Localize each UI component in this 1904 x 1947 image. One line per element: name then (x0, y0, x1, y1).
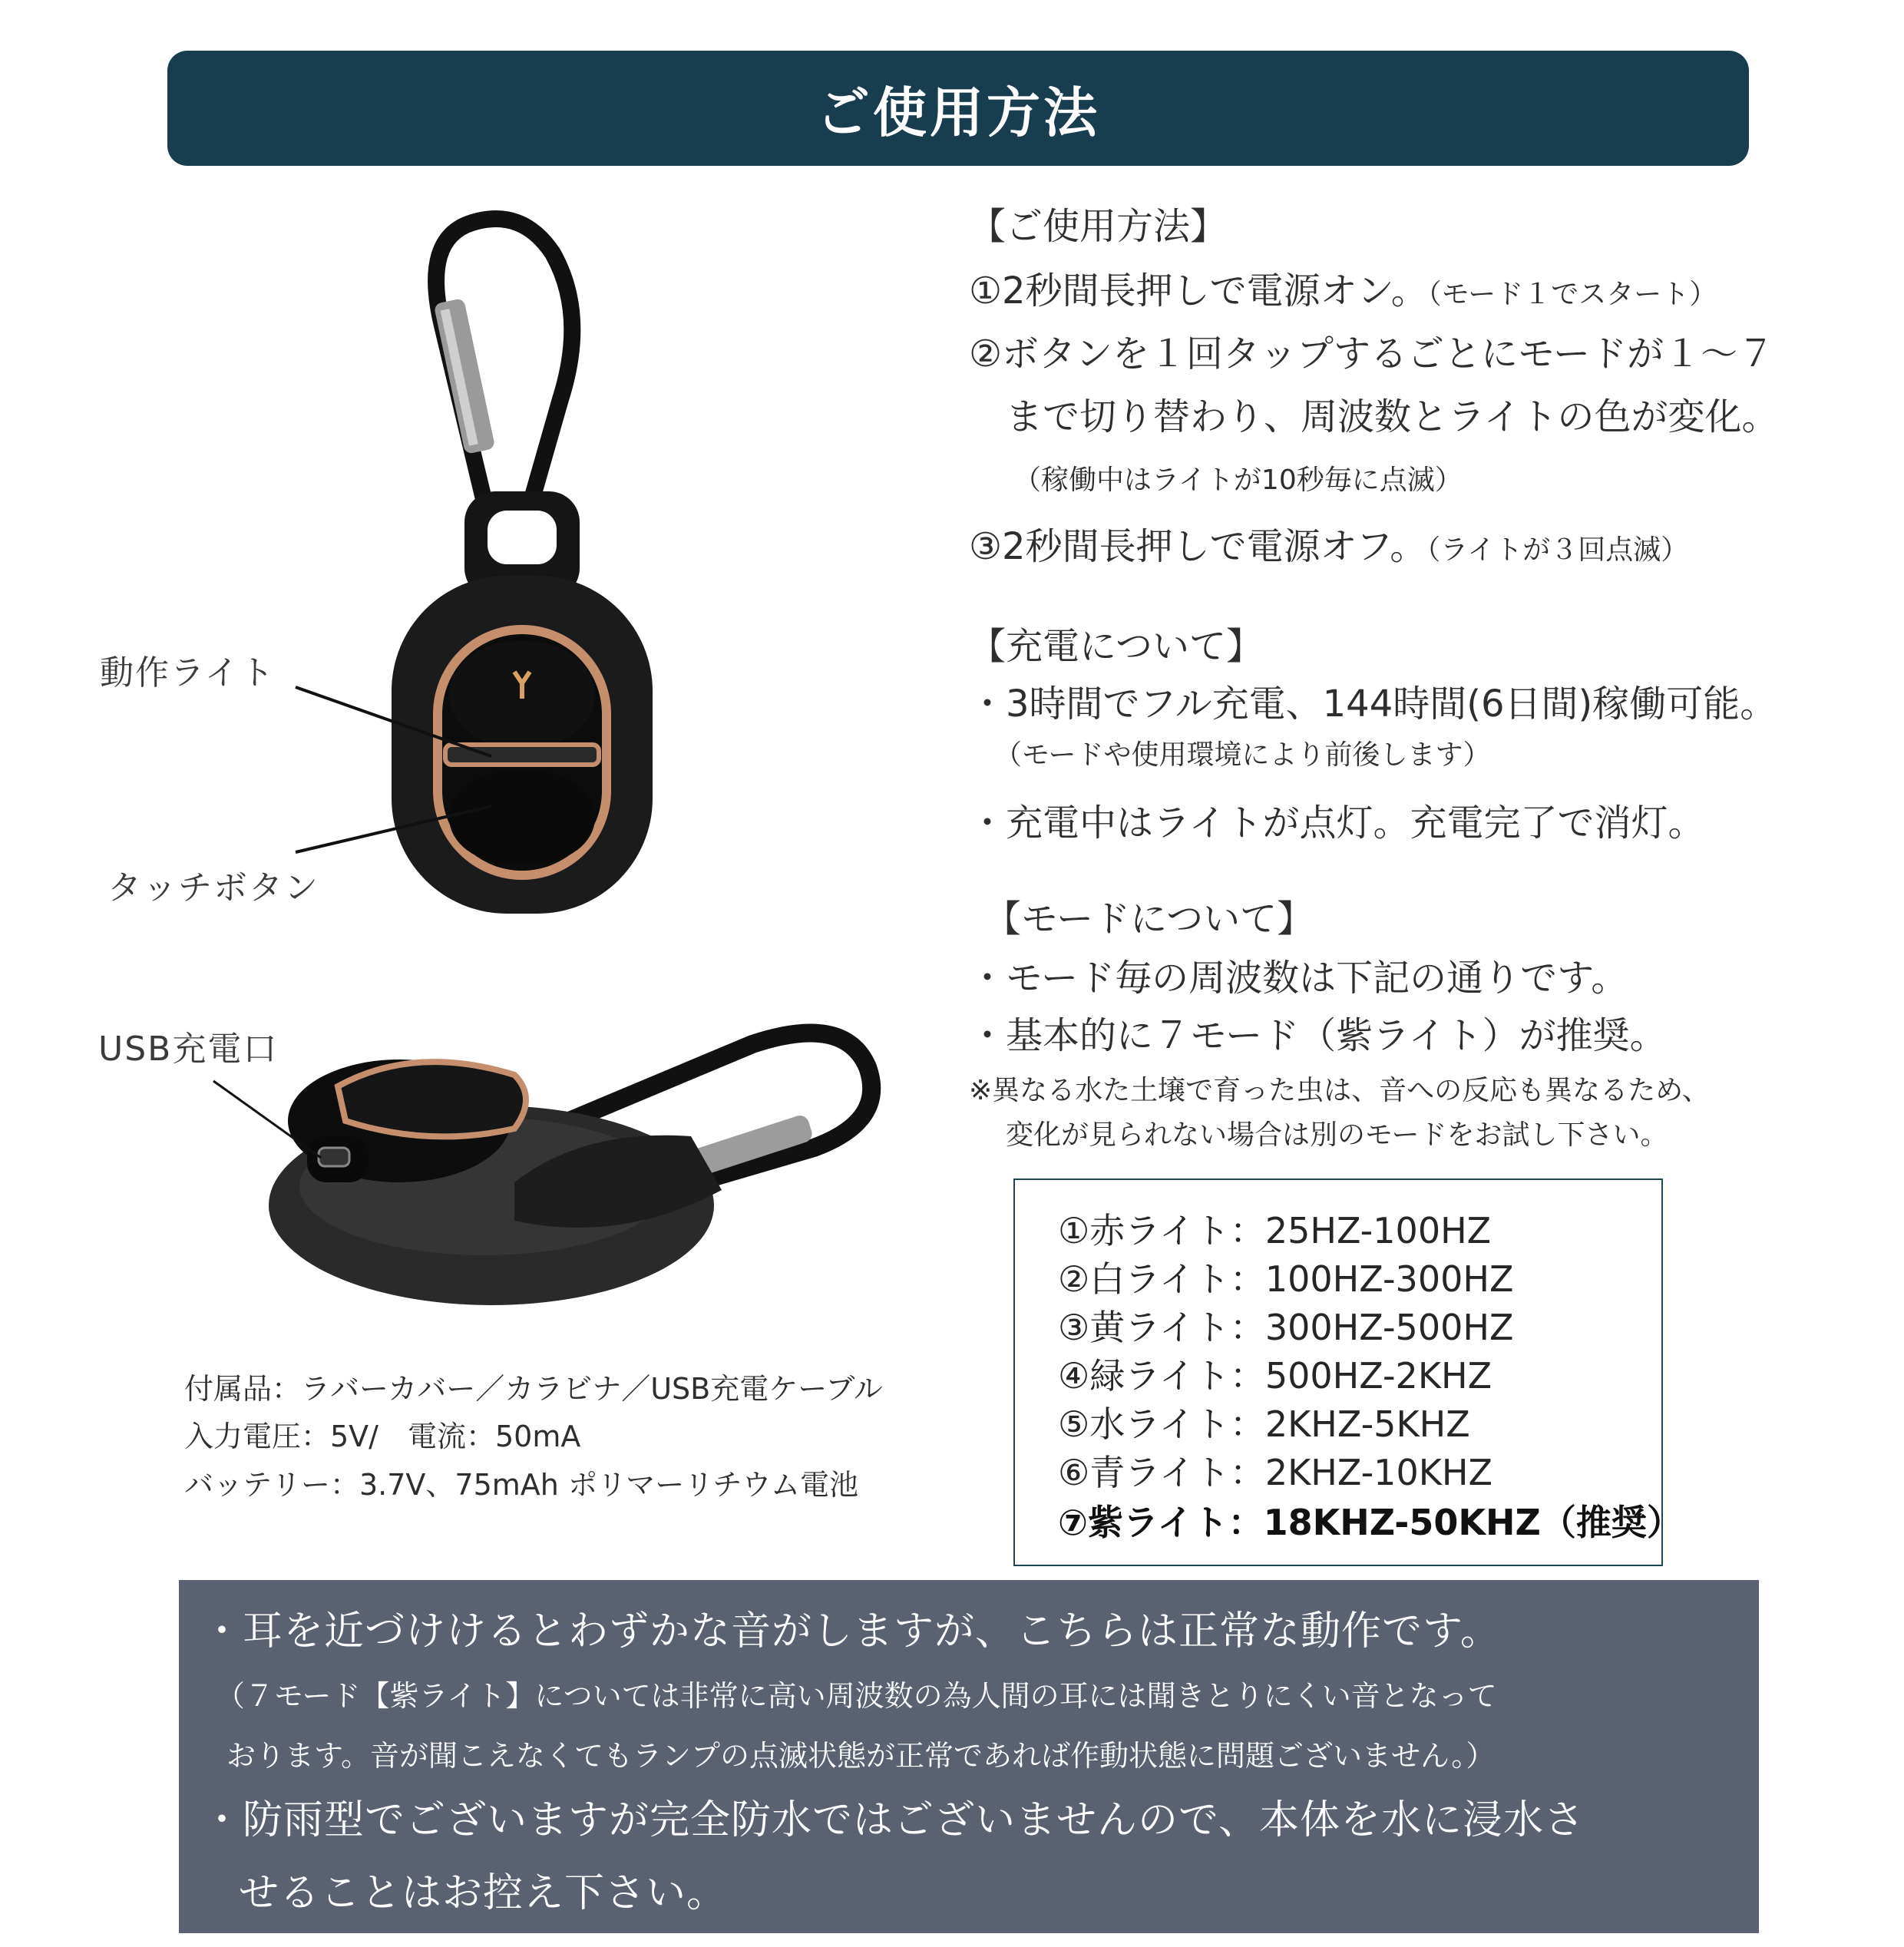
freq-row-white: ②白ライト：100HZ-300HZ (1058, 1258, 1514, 1300)
usage-step1-note: （モード１でスタート） (1427, 279, 1717, 310)
freq-row-aqua: ⑤水ライト：2KHZ-5KHZ (1058, 1403, 1470, 1445)
charging-item1-note: （モードや使用環境により前後します） (994, 739, 1491, 771)
modes-heading: 【モードについて】 (984, 897, 1314, 940)
usage-step2-line1: ②ボタンを１回タップするごとにモードが１～７ (969, 332, 1775, 375)
notice-line5: せることはお控え下さい。 (239, 1870, 728, 1916)
modes-note-line1: ※異なる水た土壌で育った虫は、音への反応も異なるため、 (969, 1075, 1710, 1106)
freq-row-purple: ⑦紫ライト：18KHZ-50KHZ（推奨） (1058, 1502, 1682, 1543)
usage-step3 (969, 517, 1688, 570)
freq-row-blue: ⑥青ライト：2KHZ-10KHZ (1058, 1452, 1492, 1493)
frequency-table (1013, 1178, 1682, 1566)
modes-item1: ・モード毎の周波数は下記の通りです。 (969, 957, 1628, 1000)
callout-light-label: 動作ライト (100, 653, 276, 693)
usage-step1 (969, 261, 1717, 314)
charging-heading: 【充電について】 (969, 625, 1264, 668)
header-banner (167, 51, 1749, 166)
accessories-line1: 付属品：ラバーカバー／カラビナ／USB充電ケーブル (184, 1372, 883, 1406)
callout-touch-label: タッチボタン (107, 868, 319, 907)
usage-step2-note: （稼働中はライトが10秒毎に点滅） (1013, 464, 1463, 496)
usage-step3-main: ③2秒間長押しで電源オフ。 (969, 525, 1427, 568)
usage-step2-line2: まで切り替わり、周波数とライトの色が変化。 (1006, 395, 1779, 438)
notice-line2: （７モード【紫ライト】については非常に高い周波数の為人間の耳には聞きとりにくい音となって (216, 1679, 1497, 1713)
notice-line3: おります。音が聞こえなくてもランプの点滅状態が正常であれば作動状態に問題ございません。） (226, 1739, 1496, 1773)
page-title: ご使用方法 (816, 80, 1100, 144)
freq-row-red: ①赤ライト：25HZ-100HZ (1058, 1210, 1492, 1251)
device-side-image (261, 1013, 906, 1321)
accessories-line2: 入力電圧：5V/ 電流：50mA (184, 1420, 581, 1453)
modes-note-line2: 変化が見られない場合は別のモードをお試し下さい。 (1006, 1119, 1668, 1151)
accessories-line3: バッテリー：3.7V、75mAh ポリマーリチウム電池 (184, 1468, 859, 1502)
usage-heading: 【ご使用方法】 (969, 205, 1228, 248)
usage-step3-note: （ライトが３回点滅） (1426, 534, 1689, 566)
notice-line4: ・防雨型でございますが完全防水ではございませんので、本体を水に浸水さ (202, 1797, 1585, 1843)
freq-row-yellow: ③黄ライト：300HZ-500HZ (1058, 1307, 1514, 1348)
device-front-image (292, 207, 691, 921)
modes-item2: ・基本的に７モード（紫ライト）が推奨。 (969, 1014, 1667, 1057)
charging-item1: ・3時間でフル充電、144時間(6日間)稼働可能。 (969, 683, 1777, 726)
notice-panel (179, 1580, 1759, 1933)
charging-item2: ・充電中はライトが点灯。充電完了で消灯。 (969, 802, 1705, 845)
callout-usb-label: USB充電口 (98, 1030, 279, 1069)
freq-row-green: ④緑ライト：500HZ-2KHZ (1058, 1355, 1492, 1397)
notice-line1: ・耳を近づけけるとわずかな音がしますが、こちらは正常な動作です。 (202, 1608, 1501, 1654)
usage-step1-main: ①2秒間長押しで電源オン。 (969, 269, 1428, 312)
